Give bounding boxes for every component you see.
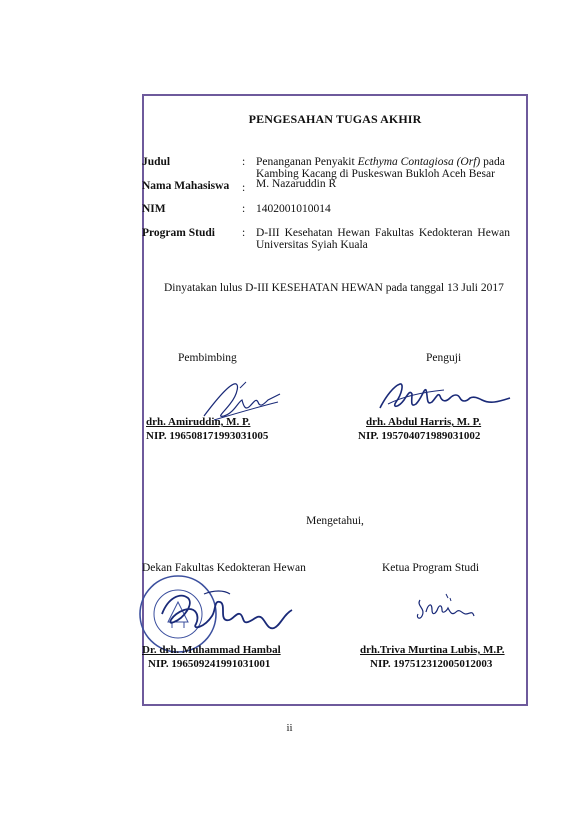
field-prodi-label: Program Studi [142,227,215,239]
field-judul-colon: : [242,156,246,168]
mengetahui-label: Mengetahui, [306,515,364,527]
field-judul-value-suffix: pada Kambing Kacang di Puskeswan Bukloh Aceh Besar [256,156,505,180]
dekan-role: Dekan Fakultas Kedokteran Hewan [142,562,306,574]
field-nim-colon: : [242,203,246,215]
field-judul-label: Judul [142,156,171,168]
field-nama-value: M. Nazaruddin R [256,178,337,190]
field-judul-value-prefix: Penanganan Penyakit [256,156,358,168]
field-judul-value-italic: Ecthyma Contagiosa (Orf) [357,156,481,168]
ketua-name: drh.Triva Murtina Lubis, M.P. [360,644,505,656]
pembimbing-name: drh. Amiruddin, M. P. [146,416,251,428]
ketua-nip: NIP. 197512312005012003 [370,658,493,670]
field-nama-colon: : [242,182,246,194]
dekan-signature-image [154,584,304,638]
penguji-signature-image [374,378,514,418]
graduation-declaration: Dinyatakan lulus D-III KESEHATAN HEWAN pada tanggal 13 Juli 2017 [164,282,504,294]
penguji-role: Penguji [426,352,462,364]
dekan-signer [142,644,281,670]
pembimbing-nip: NIP. 196508171993031005 [146,430,269,442]
approval-frame [142,94,528,706]
ketua-signature-image [410,590,480,630]
pembimbing-role: Pembimbing [178,352,237,364]
field-nim-label: NIM [142,203,166,215]
field-prodi-colon: : [242,227,246,239]
dekan-nip: NIP. 196509241991031001 [148,658,271,670]
field-nama-label: Nama Mahasiswa [142,180,230,192]
field-nim-value: 1402001010014 [256,203,331,215]
document-title: PENGESAHAN TUGAS AKHIR [248,112,422,126]
pembimbing-signer [146,416,268,442]
penguji-nip: NIP. 195704071989031002 [358,430,481,442]
field-prodi-value: D-III Kesehatan Hewan Fakultas Kedokteran Hewan Universitas Syiah Kuala [256,227,510,251]
penguji-name: drh. Abdul Harris, M. P. [366,416,482,428]
penguji-signer [358,416,481,442]
page-number: ii [286,722,293,734]
dekan-name: Dr. drh. Muhammad Hambal [142,644,281,656]
field-judul-value [256,156,510,180]
ketua-role: Ketua Program Studi [382,562,480,574]
ketua-signer [360,644,505,670]
